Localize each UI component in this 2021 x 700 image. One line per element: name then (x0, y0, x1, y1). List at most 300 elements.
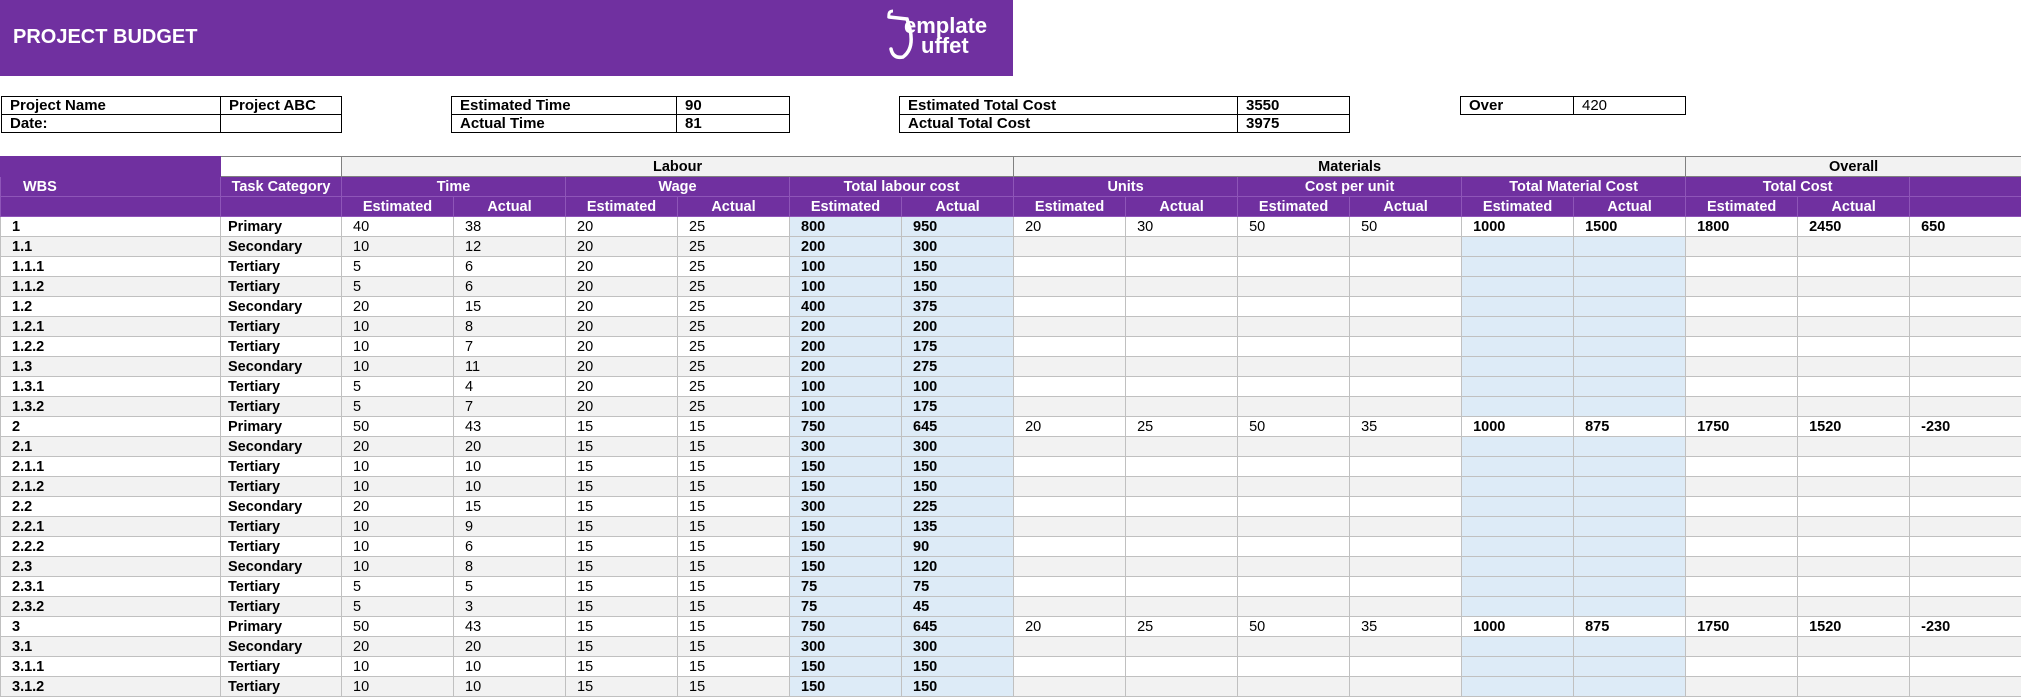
cell-task-category[interactable]: Primary (221, 617, 342, 637)
cell-variance[interactable] (1910, 277, 2021, 297)
cell-total-cost-estimated[interactable]: 1800 (1686, 217, 1798, 237)
cell-wage-estimated[interactable]: 20 (566, 357, 678, 377)
cell-total-cost-estimated[interactable] (1686, 357, 1798, 377)
cell-material-cost-actual[interactable] (1574, 357, 1686, 377)
cell-labour-cost-estimated[interactable]: 150 (790, 557, 902, 577)
cell-variance[interactable] (1910, 377, 2021, 397)
cell-time-actual[interactable]: 5 (454, 577, 566, 597)
cell-wage-estimated[interactable]: 15 (566, 497, 678, 517)
cell-material-cost-estimated[interactable] (1462, 457, 1574, 477)
cell-units-estimated[interactable] (1014, 397, 1126, 417)
cell-units-estimated[interactable] (1014, 377, 1126, 397)
cell-units-estimated[interactable] (1014, 297, 1126, 317)
cell-units-actual[interactable] (1126, 337, 1238, 357)
cell-wbs[interactable]: 1.3 (1, 357, 221, 377)
cell-wage-actual[interactable]: 15 (678, 657, 790, 677)
cell-time-estimated[interactable]: 10 (342, 657, 454, 677)
cell-total-cost-estimated[interactable] (1686, 597, 1798, 617)
cell-variance[interactable] (1910, 517, 2021, 537)
cell-wage-actual[interactable]: 15 (678, 417, 790, 437)
cell-total-cost-actual[interactable] (1798, 457, 1910, 477)
cell-cost-per-unit-estimated[interactable] (1238, 337, 1350, 357)
project-name-value[interactable]: Project ABC (221, 97, 342, 115)
cell-wage-actual[interactable]: 25 (678, 217, 790, 237)
cell-material-cost-estimated[interactable] (1462, 337, 1574, 357)
cell-labour-cost-actual[interactable]: 45 (902, 597, 1014, 617)
cell-material-cost-estimated[interactable] (1462, 657, 1574, 677)
cell-cost-per-unit-actual[interactable] (1350, 377, 1462, 397)
cell-time-actual[interactable]: 10 (454, 477, 566, 497)
cell-labour-cost-estimated[interactable]: 200 (790, 357, 902, 377)
cell-units-estimated[interactable] (1014, 497, 1126, 517)
cell-wage-actual[interactable]: 15 (678, 557, 790, 577)
cell-units-actual[interactable] (1126, 477, 1238, 497)
cell-variance[interactable] (1910, 357, 2021, 377)
cell-wbs[interactable]: 1.2.2 (1, 337, 221, 357)
cell-task-category[interactable]: Tertiary (221, 277, 342, 297)
cell-cost-per-unit-actual[interactable] (1350, 297, 1462, 317)
date-value[interactable] (221, 115, 342, 133)
cell-labour-cost-estimated[interactable]: 200 (790, 317, 902, 337)
cell-total-cost-actual[interactable] (1798, 517, 1910, 537)
cell-total-cost-estimated[interactable]: 1750 (1686, 617, 1798, 637)
cell-wage-actual[interactable]: 15 (678, 637, 790, 657)
cell-labour-cost-actual[interactable]: 175 (902, 397, 1014, 417)
cell-labour-cost-estimated[interactable]: 100 (790, 277, 902, 297)
cell-cost-per-unit-estimated[interactable] (1238, 297, 1350, 317)
cell-task-category[interactable]: Secondary (221, 437, 342, 457)
cell-time-actual[interactable]: 12 (454, 237, 566, 257)
cell-time-actual[interactable]: 20 (454, 437, 566, 457)
cell-wage-estimated[interactable]: 20 (566, 337, 678, 357)
cell-time-actual[interactable]: 8 (454, 557, 566, 577)
cell-labour-cost-actual[interactable]: 300 (902, 437, 1014, 457)
cell-wbs[interactable]: 3.1 (1, 637, 221, 657)
cell-units-estimated[interactable] (1014, 637, 1126, 657)
cell-material-cost-actual[interactable] (1574, 637, 1686, 657)
cell-labour-cost-actual[interactable]: 300 (902, 637, 1014, 657)
cell-units-actual[interactable] (1126, 537, 1238, 557)
cell-wage-estimated[interactable]: 15 (566, 557, 678, 577)
cell-cost-per-unit-actual[interactable] (1350, 637, 1462, 657)
cell-labour-cost-estimated[interactable]: 150 (790, 457, 902, 477)
cell-variance[interactable] (1910, 477, 2021, 497)
cell-material-cost-estimated[interactable] (1462, 477, 1574, 497)
cell-material-cost-actual[interactable] (1574, 657, 1686, 677)
cell-time-actual[interactable]: 10 (454, 457, 566, 477)
cell-total-cost-estimated[interactable] (1686, 297, 1798, 317)
cell-time-actual[interactable]: 4 (454, 377, 566, 397)
cell-cost-per-unit-actual[interactable] (1350, 437, 1462, 457)
cell-units-estimated[interactable]: 20 (1014, 217, 1126, 237)
cell-time-estimated[interactable]: 10 (342, 677, 454, 697)
cell-cost-per-unit-actual[interactable]: 50 (1350, 217, 1462, 237)
cell-units-actual[interactable] (1126, 437, 1238, 457)
cell-labour-cost-estimated[interactable]: 750 (790, 417, 902, 437)
cell-task-category[interactable]: Tertiary (221, 377, 342, 397)
cell-units-actual[interactable] (1126, 237, 1238, 257)
cell-total-cost-estimated[interactable] (1686, 677, 1798, 697)
cell-task-category[interactable]: Tertiary (221, 677, 342, 697)
cell-labour-cost-estimated[interactable]: 150 (790, 537, 902, 557)
cell-material-cost-estimated[interactable] (1462, 557, 1574, 577)
cell-wbs[interactable]: 1.3.2 (1, 397, 221, 417)
cell-total-cost-estimated[interactable] (1686, 237, 1798, 257)
cell-task-category[interactable]: Tertiary (221, 337, 342, 357)
cell-labour-cost-estimated[interactable]: 150 (790, 657, 902, 677)
cell-labour-cost-actual[interactable]: 300 (902, 237, 1014, 257)
cell-total-cost-estimated[interactable] (1686, 277, 1798, 297)
cell-total-cost-estimated[interactable] (1686, 337, 1798, 357)
cell-variance[interactable] (1910, 637, 2021, 657)
cell-material-cost-actual[interactable] (1574, 677, 1686, 697)
cell-labour-cost-estimated[interactable]: 100 (790, 257, 902, 277)
cell-wage-estimated[interactable]: 20 (566, 237, 678, 257)
cell-labour-cost-estimated[interactable]: 150 (790, 677, 902, 697)
cell-total-cost-actual[interactable] (1798, 597, 1910, 617)
cell-wbs[interactable]: 2.2.2 (1, 537, 221, 557)
cell-time-actual[interactable]: 6 (454, 257, 566, 277)
cell-material-cost-estimated[interactable] (1462, 377, 1574, 397)
cell-time-estimated[interactable]: 5 (342, 577, 454, 597)
cell-labour-cost-estimated[interactable]: 800 (790, 217, 902, 237)
cell-material-cost-estimated[interactable] (1462, 237, 1574, 257)
cell-wage-actual[interactable]: 15 (678, 457, 790, 477)
cell-cost-per-unit-actual[interactable] (1350, 277, 1462, 297)
cell-units-actual[interactable] (1126, 377, 1238, 397)
cell-material-cost-estimated[interactable]: 1000 (1462, 217, 1574, 237)
cell-variance[interactable]: -230 (1910, 617, 2021, 637)
cell-cost-per-unit-estimated[interactable] (1238, 497, 1350, 517)
cell-wbs[interactable]: 1.1.1 (1, 257, 221, 277)
cell-wbs[interactable]: 2.3 (1, 557, 221, 577)
cell-time-estimated[interactable]: 10 (342, 517, 454, 537)
cell-labour-cost-actual[interactable]: 90 (902, 537, 1014, 557)
cell-wage-estimated[interactable]: 15 (566, 477, 678, 497)
cell-cost-per-unit-actual[interactable] (1350, 237, 1462, 257)
cell-material-cost-estimated[interactable] (1462, 537, 1574, 557)
cell-total-cost-actual[interactable] (1798, 637, 1910, 657)
cell-total-cost-estimated[interactable] (1686, 557, 1798, 577)
cell-labour-cost-actual[interactable]: 150 (902, 677, 1014, 697)
cell-cost-per-unit-actual[interactable]: 35 (1350, 417, 1462, 437)
over-value[interactable]: 420 (1574, 97, 1686, 115)
cell-time-estimated[interactable]: 10 (342, 237, 454, 257)
cell-wage-estimated[interactable]: 15 (566, 597, 678, 617)
cell-material-cost-actual[interactable] (1574, 277, 1686, 297)
cell-units-actual[interactable]: 30 (1126, 217, 1238, 237)
cell-total-cost-actual[interactable]: 2450 (1798, 217, 1910, 237)
cell-time-actual[interactable]: 10 (454, 657, 566, 677)
cell-time-estimated[interactable]: 10 (342, 317, 454, 337)
cell-total-cost-actual[interactable] (1798, 437, 1910, 457)
cell-labour-cost-estimated[interactable]: 300 (790, 497, 902, 517)
cell-time-actual[interactable]: 11 (454, 357, 566, 377)
cell-total-cost-estimated[interactable] (1686, 457, 1798, 477)
cell-cost-per-unit-estimated[interactable] (1238, 257, 1350, 277)
cell-cost-per-unit-actual[interactable] (1350, 657, 1462, 677)
estimated-total-cost-value[interactable]: 3550 (1238, 97, 1350, 115)
cell-units-actual[interactable] (1126, 297, 1238, 317)
cell-time-estimated[interactable]: 20 (342, 497, 454, 517)
cell-time-estimated[interactable]: 10 (342, 477, 454, 497)
cell-material-cost-estimated[interactable] (1462, 277, 1574, 297)
cell-labour-cost-actual[interactable]: 150 (902, 257, 1014, 277)
cell-wage-estimated[interactable]: 20 (566, 317, 678, 337)
cell-wbs[interactable]: 3.1.1 (1, 657, 221, 677)
cell-material-cost-estimated[interactable] (1462, 437, 1574, 457)
cell-material-cost-actual[interactable] (1574, 257, 1686, 277)
cell-units-estimated[interactable] (1014, 457, 1126, 477)
cell-units-actual[interactable]: 25 (1126, 617, 1238, 637)
cell-wage-estimated[interactable]: 15 (566, 537, 678, 557)
cell-material-cost-actual[interactable] (1574, 237, 1686, 257)
cell-labour-cost-actual[interactable]: 645 (902, 617, 1014, 637)
cell-wage-actual[interactable]: 15 (678, 597, 790, 617)
cell-task-category[interactable]: Tertiary (221, 317, 342, 337)
cell-variance[interactable] (1910, 557, 2021, 577)
cell-task-category[interactable]: Primary (221, 217, 342, 237)
cell-total-cost-estimated[interactable] (1686, 437, 1798, 457)
cell-labour-cost-actual[interactable]: 120 (902, 557, 1014, 577)
cell-total-cost-actual[interactable] (1798, 397, 1910, 417)
cell-units-estimated[interactable] (1014, 257, 1126, 277)
cell-time-estimated[interactable]: 10 (342, 337, 454, 357)
cell-total-cost-estimated[interactable] (1686, 517, 1798, 537)
cell-wage-actual[interactable]: 15 (678, 537, 790, 557)
cell-labour-cost-actual[interactable]: 135 (902, 517, 1014, 537)
cell-cost-per-unit-estimated[interactable] (1238, 557, 1350, 577)
cell-wage-estimated[interactable]: 15 (566, 657, 678, 677)
cell-labour-cost-actual[interactable]: 150 (902, 657, 1014, 677)
cell-labour-cost-actual[interactable]: 150 (902, 477, 1014, 497)
cell-cost-per-unit-estimated[interactable] (1238, 237, 1350, 257)
cell-wage-actual[interactable]: 15 (678, 617, 790, 637)
cell-wage-actual[interactable]: 25 (678, 357, 790, 377)
cell-total-cost-estimated[interactable] (1686, 317, 1798, 337)
cell-units-estimated[interactable] (1014, 317, 1126, 337)
cell-time-estimated[interactable]: 10 (342, 357, 454, 377)
cell-material-cost-actual[interactable] (1574, 317, 1686, 337)
cell-material-cost-estimated[interactable] (1462, 257, 1574, 277)
cell-variance[interactable] (1910, 657, 2021, 677)
cell-material-cost-estimated[interactable] (1462, 517, 1574, 537)
cell-units-actual[interactable] (1126, 517, 1238, 537)
cell-units-estimated[interactable] (1014, 517, 1126, 537)
cell-units-actual[interactable]: 25 (1126, 417, 1238, 437)
cell-units-estimated[interactable] (1014, 277, 1126, 297)
cell-time-estimated[interactable]: 10 (342, 537, 454, 557)
cell-material-cost-estimated[interactable] (1462, 677, 1574, 697)
cell-total-cost-actual[interactable] (1798, 497, 1910, 517)
cell-time-estimated[interactable]: 50 (342, 617, 454, 637)
cell-total-cost-actual[interactable] (1798, 237, 1910, 257)
cell-material-cost-estimated[interactable] (1462, 637, 1574, 657)
cell-labour-cost-actual[interactable]: 150 (902, 277, 1014, 297)
cell-units-actual[interactable] (1126, 677, 1238, 697)
cell-labour-cost-estimated[interactable]: 100 (790, 377, 902, 397)
cell-material-cost-actual[interactable] (1574, 577, 1686, 597)
cell-total-cost-actual[interactable] (1798, 657, 1910, 677)
cell-units-actual[interactable] (1126, 497, 1238, 517)
cell-total-cost-estimated[interactable] (1686, 257, 1798, 277)
cell-time-actual[interactable]: 8 (454, 317, 566, 337)
cell-units-estimated[interactable] (1014, 577, 1126, 597)
cell-time-estimated[interactable]: 5 (342, 597, 454, 617)
cell-wbs[interactable]: 1.2.1 (1, 317, 221, 337)
cell-wage-estimated[interactable]: 15 (566, 517, 678, 537)
cell-material-cost-actual[interactable] (1574, 537, 1686, 557)
cell-cost-per-unit-actual[interactable] (1350, 337, 1462, 357)
cell-total-cost-actual[interactable] (1798, 537, 1910, 557)
cell-total-cost-estimated[interactable] (1686, 397, 1798, 417)
cell-material-cost-actual[interactable] (1574, 557, 1686, 577)
cell-units-estimated[interactable]: 20 (1014, 617, 1126, 637)
cell-cost-per-unit-estimated[interactable]: 50 (1238, 217, 1350, 237)
cell-material-cost-actual[interactable] (1574, 377, 1686, 397)
cell-cost-per-unit-estimated[interactable] (1238, 457, 1350, 477)
cell-task-category[interactable]: Secondary (221, 357, 342, 377)
actual-total-cost-value[interactable]: 3975 (1238, 115, 1350, 133)
cell-time-actual[interactable]: 7 (454, 397, 566, 417)
cell-cost-per-unit-actual[interactable] (1350, 537, 1462, 557)
cell-cost-per-unit-estimated[interactable] (1238, 397, 1350, 417)
cell-material-cost-actual[interactable] (1574, 477, 1686, 497)
cell-cost-per-unit-actual[interactable] (1350, 397, 1462, 417)
cell-labour-cost-actual[interactable]: 175 (902, 337, 1014, 357)
cell-material-cost-actual[interactable]: 875 (1574, 417, 1686, 437)
cell-material-cost-actual[interactable]: 1500 (1574, 217, 1686, 237)
cell-wbs[interactable]: 2.3.2 (1, 597, 221, 617)
cell-time-actual[interactable]: 43 (454, 417, 566, 437)
cell-wage-actual[interactable]: 25 (678, 237, 790, 257)
cell-material-cost-actual[interactable]: 875 (1574, 617, 1686, 637)
cell-task-category[interactable]: Tertiary (221, 477, 342, 497)
cell-material-cost-actual[interactable] (1574, 437, 1686, 457)
cell-time-actual[interactable]: 38 (454, 217, 566, 237)
cell-cost-per-unit-estimated[interactable] (1238, 517, 1350, 537)
cell-wage-estimated[interactable]: 20 (566, 377, 678, 397)
cell-wage-estimated[interactable]: 20 (566, 297, 678, 317)
cell-units-actual[interactable] (1126, 397, 1238, 417)
cell-task-category[interactable]: Tertiary (221, 597, 342, 617)
cell-units-estimated[interactable] (1014, 557, 1126, 577)
cell-cost-per-unit-actual[interactable] (1350, 517, 1462, 537)
cell-total-cost-estimated[interactable] (1686, 477, 1798, 497)
cell-material-cost-estimated[interactable]: 1000 (1462, 417, 1574, 437)
cell-units-actual[interactable] (1126, 637, 1238, 657)
cell-wage-actual[interactable]: 25 (678, 297, 790, 317)
cell-cost-per-unit-actual[interactable] (1350, 677, 1462, 697)
cell-total-cost-estimated[interactable] (1686, 657, 1798, 677)
cell-task-category[interactable]: Secondary (221, 237, 342, 257)
cell-labour-cost-estimated[interactable]: 300 (790, 637, 902, 657)
cell-wbs[interactable]: 1.1.2 (1, 277, 221, 297)
cell-labour-cost-actual[interactable]: 275 (902, 357, 1014, 377)
cell-units-estimated[interactable] (1014, 677, 1126, 697)
cell-units-estimated[interactable] (1014, 237, 1126, 257)
cell-time-actual[interactable]: 15 (454, 497, 566, 517)
cell-cost-per-unit-estimated[interactable] (1238, 377, 1350, 397)
cell-cost-per-unit-estimated[interactable]: 50 (1238, 617, 1350, 637)
cell-task-category[interactable]: Tertiary (221, 657, 342, 677)
cell-wage-estimated[interactable]: 15 (566, 677, 678, 697)
cell-cost-per-unit-estimated[interactable]: 50 (1238, 417, 1350, 437)
cell-cost-per-unit-actual[interactable]: 35 (1350, 617, 1462, 637)
cell-wage-estimated[interactable]: 15 (566, 437, 678, 457)
cell-cost-per-unit-actual[interactable] (1350, 557, 1462, 577)
cell-wage-actual[interactable]: 25 (678, 277, 790, 297)
cell-variance[interactable] (1910, 537, 2021, 557)
cell-units-estimated[interactable] (1014, 437, 1126, 457)
cell-units-estimated[interactable]: 20 (1014, 417, 1126, 437)
cell-time-estimated[interactable]: 5 (342, 277, 454, 297)
cell-total-cost-actual[interactable] (1798, 377, 1910, 397)
cell-material-cost-actual[interactable] (1574, 457, 1686, 477)
cell-wbs[interactable]: 1.3.1 (1, 377, 221, 397)
cell-time-actual[interactable]: 20 (454, 637, 566, 657)
cell-time-actual[interactable]: 6 (454, 537, 566, 557)
cell-units-estimated[interactable] (1014, 657, 1126, 677)
cell-wbs[interactable]: 2.1 (1, 437, 221, 457)
cell-time-actual[interactable]: 7 (454, 337, 566, 357)
cell-labour-cost-actual[interactable]: 200 (902, 317, 1014, 337)
cell-time-estimated[interactable]: 20 (342, 637, 454, 657)
cell-cost-per-unit-actual[interactable] (1350, 317, 1462, 337)
cell-time-actual[interactable]: 15 (454, 297, 566, 317)
cell-task-category[interactable]: Secondary (221, 497, 342, 517)
cell-task-category[interactable]: Tertiary (221, 457, 342, 477)
cell-wbs[interactable]: 2.1.1 (1, 457, 221, 477)
cell-labour-cost-actual[interactable]: 375 (902, 297, 1014, 317)
cell-units-actual[interactable] (1126, 577, 1238, 597)
cell-wage-estimated[interactable]: 15 (566, 637, 678, 657)
cell-units-actual[interactable] (1126, 457, 1238, 477)
cell-wbs[interactable]: 2.2.1 (1, 517, 221, 537)
cell-material-cost-actual[interactable] (1574, 597, 1686, 617)
cell-task-category[interactable]: Secondary (221, 557, 342, 577)
cell-wbs[interactable]: 3.1.2 (1, 677, 221, 697)
cell-task-category[interactable]: Tertiary (221, 257, 342, 277)
cell-labour-cost-actual[interactable]: 100 (902, 377, 1014, 397)
cell-labour-cost-actual[interactable]: 225 (902, 497, 1014, 517)
cell-total-cost-actual[interactable] (1798, 357, 1910, 377)
cell-cost-per-unit-actual[interactable] (1350, 477, 1462, 497)
cell-variance[interactable] (1910, 437, 2021, 457)
cell-wage-estimated[interactable]: 20 (566, 277, 678, 297)
cell-wage-actual[interactable]: 25 (678, 257, 790, 277)
cell-time-estimated[interactable]: 40 (342, 217, 454, 237)
cell-wage-estimated[interactable]: 20 (566, 217, 678, 237)
cell-labour-cost-estimated[interactable]: 400 (790, 297, 902, 317)
cell-variance[interactable] (1910, 337, 2021, 357)
cell-wage-actual[interactable]: 15 (678, 497, 790, 517)
cell-labour-cost-estimated[interactable]: 150 (790, 477, 902, 497)
cell-time-actual[interactable]: 10 (454, 677, 566, 697)
cell-wage-estimated[interactable]: 15 (566, 577, 678, 597)
cell-wbs[interactable]: 2 (1, 417, 221, 437)
cell-wage-estimated[interactable]: 15 (566, 617, 678, 637)
cell-cost-per-unit-estimated[interactable] (1238, 317, 1350, 337)
cell-wbs[interactable]: 1.1 (1, 237, 221, 257)
cell-task-category[interactable]: Tertiary (221, 537, 342, 557)
cell-wbs[interactable]: 2.2 (1, 497, 221, 517)
cell-units-estimated[interactable] (1014, 537, 1126, 557)
cell-cost-per-unit-actual[interactable] (1350, 357, 1462, 377)
cell-wbs[interactable]: 1 (1, 217, 221, 237)
cell-cost-per-unit-estimated[interactable] (1238, 277, 1350, 297)
cell-cost-per-unit-actual[interactable] (1350, 577, 1462, 597)
